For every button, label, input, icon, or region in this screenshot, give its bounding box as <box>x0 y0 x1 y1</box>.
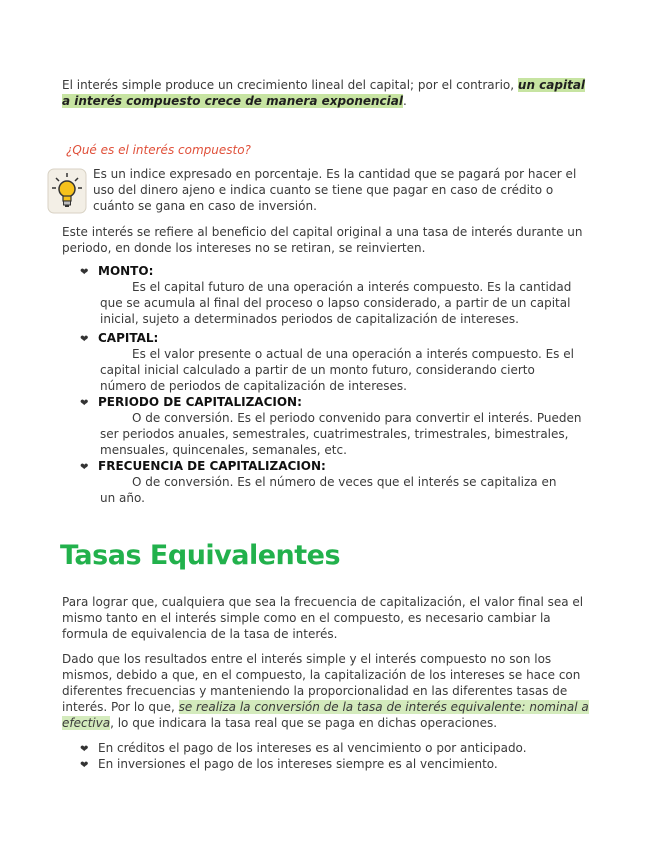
intro-highlight: un capital a interés compuesto crece de manera exponencial <box>62 78 586 108</box>
term-desc-capital: Es el valor presente o actual de una operación a interés compuesto. Es el capital inicial calculado a partir de un monto futuro, considerando cierto número de periodos de capitalización de intereses. <box>100 347 574 393</box>
term-item-capital: ❤ CAPITAL: <box>80 330 158 348</box>
heart-bullet-icon: ❤ <box>80 744 89 755</box>
heart-bullet-icon: ❤ <box>80 760 89 771</box>
heart-bullet-icon: ❤ <box>80 398 89 409</box>
section-heading: Tasas Equivalentes <box>60 540 341 571</box>
intro-paragraph <box>62 77 592 109</box>
definition-paragraph: Es un indice expresado en porcentaje. Es la cantidad que se pagará por hacer el uso del dinero ajeno e indica cuanto se tiene que pagar en caso de crédito o cuánto se gana en caso de inversión. <box>93 167 577 213</box>
term-desc-frecuencia: O de conversión. Es el número de veces que el interés se capitaliza en un año. <box>100 475 557 505</box>
term-item-monto: ❤ MONTO: <box>80 263 153 281</box>
heart-bullet-icon: ❤ <box>80 334 89 345</box>
bullet-item: ❤ En inversiones el pago de los intereses siempre es al vencimiento. <box>80 756 498 774</box>
term-item-frecuencia: ❤ FRECUENCIA DE CAPITALIZACION: <box>80 458 326 476</box>
heart-bullet-icon: ❤ <box>80 462 89 473</box>
eq-paragraph-2: Dado que los resultados entre el interés simple y el interés compuesto no son los mismos, debido a que, en el compuesto, la capitalización de los intereses se hace con diferentes frecuencias y manteniendo la proporcionalidad en las diferentes tasas de interés. Por lo que, se realiza la conversión de la tasa de interés equivalente: nominal a efectiva, lo que indicara la tasa real que se paga en dichas operaciones. <box>62 652 589 730</box>
question-heading: ¿Qué es el interés compuesto? <box>66 143 251 157</box>
lightbulb-icon <box>47 168 87 214</box>
bullet-item: ❤ En créditos el pago de los intereses es al vencimiento o por anticipado. <box>80 740 527 758</box>
intro-text: El interés simple produce un crecimiento lineal del capital; por el contrario, <box>62 78 518 92</box>
eq-paragraph-1: Para lograr que, cualquiera que sea la frecuencia de capitalización, el valor final sea el mismo tanto en el interés simple como en el compuesto, es necesario cambiar la formula de equivalencia de la tasa de interés. <box>62 595 584 641</box>
heart-bullet-icon: ❤ <box>80 267 89 278</box>
paragraph-2: Este interés se refiere al beneficio del capital original a una tasa de interés durante un periodo, en donde los intereses no se retiran, se reinvierten. <box>62 225 583 255</box>
eq-highlight: se realiza la conversión de la tasa de interés equivalente: nominal a efectiva <box>62 700 589 730</box>
term-item-periodo: ❤ PERIODO DE CAPITALIZACION: <box>80 394 302 412</box>
term-desc-periodo: O de conversión. Es el periodo convenido para convertir el interés. Pueden ser periodos anuales, semestrales, cuatrimestrales, trimestrales, bimestrales, mensuales, quincenales, semanales, etc. <box>100 411 582 457</box>
intro-end: . <box>402 94 407 108</box>
term-desc-monto: Es el capital futuro de una operación a interés compuesto. Es la cantidad que se acumula al final del proceso o lapso considerado, a partir de un capital inicial, sujeto a determinados periodos de capitalización de intereses. <box>100 280 572 326</box>
